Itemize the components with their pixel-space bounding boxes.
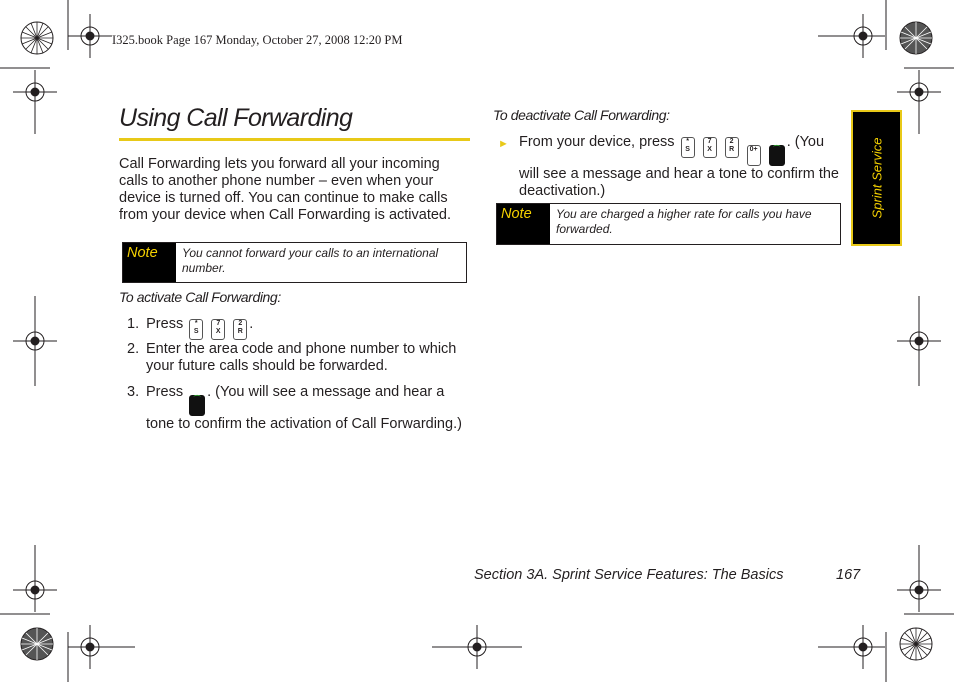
- note-text: You cannot forward your calls to an international number.: [182, 246, 439, 275]
- footer-section-title: Section 3A. Sprint Service Features: The Basics: [474, 567, 784, 583]
- step-number: 2.: [127, 341, 140, 357]
- send-key-icon: ⌒: [769, 145, 785, 166]
- note-box-international: [122, 242, 467, 283]
- note-text: You are charged a higher rate for calls you have forwarded.: [556, 207, 812, 236]
- page-number: 167: [836, 567, 861, 583]
- step-number: 3.: [127, 384, 140, 400]
- key-0-icon: 0+: [747, 145, 761, 166]
- activate-heading: To activate Call Forwarding:: [119, 289, 281, 305]
- key-star-icon: * S: [189, 319, 203, 340]
- step-text-post: . (You will see a message and hear a tone to confirm the activation of Call Forwarding.): [146, 384, 462, 432]
- note-label: Note: [123, 243, 176, 282]
- step-text-pre: Press: [146, 384, 184, 400]
- key-7-icon: 7 X: [211, 319, 225, 340]
- section-tab: [851, 110, 902, 246]
- title-underline: [119, 138, 470, 141]
- bullet-arrow-icon: ►: [498, 138, 509, 150]
- print-header: I325.book Page 167 Monday, October 27, 2008 12:20 PM: [112, 33, 403, 47]
- step-text-pre: Press: [146, 316, 184, 332]
- key-7-icon: 7 X: [703, 137, 717, 158]
- deactivate-step: [519, 134, 843, 200]
- activate-step-2: Enter the area code and phone number to which your future calls should be forwarded.: [146, 341, 457, 374]
- intro-paragraph: Call Forwarding lets you forward all your incoming calls to another phone number – even when your device is turned off. You can continue to make calls from your device when Call Forwarding is activated.: [119, 156, 452, 223]
- send-key-icon: ⌒: [189, 395, 205, 416]
- step-number: 1.: [127, 316, 140, 332]
- step-text-post: .: [249, 316, 254, 332]
- key-2-icon: 2 R: [233, 319, 247, 340]
- deactivate-heading: To deactivate Call Forwarding:: [493, 107, 670, 123]
- step-text-post: . (You will see a message and hear a tone to confirm the deactivation.): [519, 134, 839, 199]
- step-text-pre: From your device, press: [519, 134, 675, 150]
- section-tab-label: Sprint Service: [869, 137, 884, 219]
- key-star-icon: * S: [681, 137, 695, 158]
- activate-step-3: [146, 384, 468, 433]
- note-label: Note: [497, 204, 550, 244]
- activate-step-1: [127, 316, 467, 340]
- page-title: Using Call Forwarding: [119, 104, 353, 132]
- key-2-icon: 2 R: [725, 137, 739, 158]
- note-box-charges: [496, 203, 841, 245]
